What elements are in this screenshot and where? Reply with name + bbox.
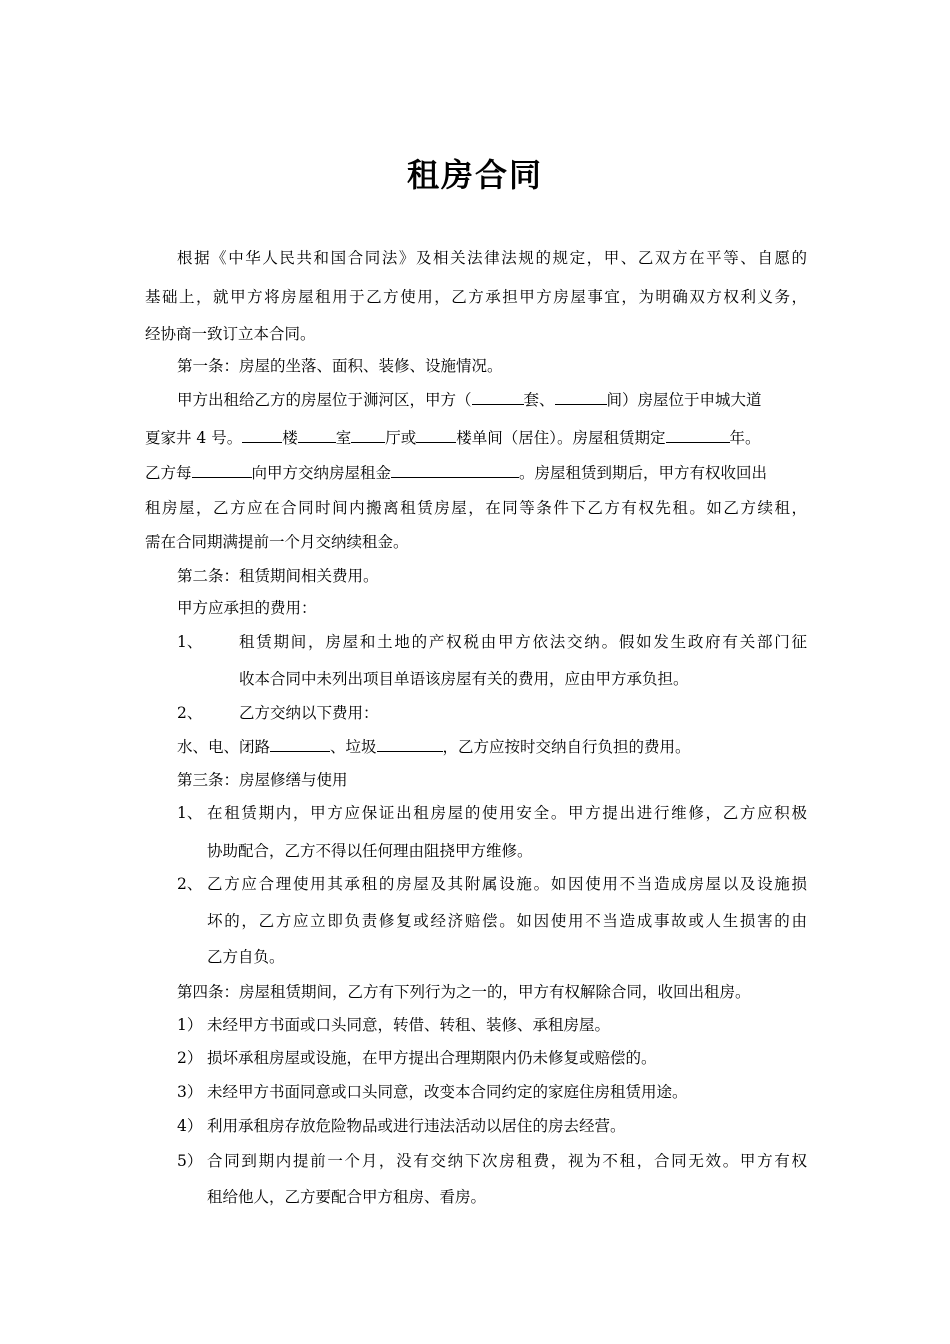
- article-4-item-3-number: 3）: [177, 1083, 203, 1101]
- blank-garbage-fee[interactable]: [377, 736, 443, 752]
- article-4-item-2-text: 损坏承租房屋或设施，在甲方提出合理期限内仍未修复或赔偿的。: [207, 1049, 657, 1067]
- blank-floor[interactable]: [242, 427, 282, 443]
- article-2-fees-line: 水、电、闭路 、垃圾 ，乙方应按时交纳自行负担的费用。: [177, 738, 691, 756]
- blank-lease-years[interactable]: [666, 427, 730, 443]
- article-3-item-2-line-1: 乙方应合理使用其承租的房屋及其附属设施。如因使用不当造成房屋以及设施损: [207, 875, 807, 893]
- article-1-heading: 第一条：房屋的坐落、面积、装修、设施情况。: [177, 357, 503, 375]
- article-2-item-1-number: 1、: [177, 633, 203, 651]
- article-4-item-1-number: 1）: [177, 1016, 203, 1034]
- article-3-item-1-line-1: 在租赁期内，甲方应保证出租房屋的使用安全。甲方提出进行维修，乙方应积极: [207, 804, 807, 822]
- article-4-item-5-line-2: 租给他人，乙方要配合甲方租房、看房。: [207, 1188, 487, 1206]
- article-4-item-4-text: 利用承租房存放危险物品或进行违法活动以居住的房去经营。: [207, 1117, 626, 1135]
- blank-rooms[interactable]: [555, 389, 607, 405]
- blank-room[interactable]: [298, 427, 336, 443]
- document-title: 租房合同: [406, 156, 543, 194]
- article-4-item-4-number: 4）: [177, 1117, 203, 1135]
- blank-rent-amount[interactable]: [391, 462, 519, 478]
- article-3-item-2-line-3: 乙方自负。: [207, 948, 285, 966]
- article-4-item-1-text: 未经甲方书面或口头同意，转借、转租、装修、承租房屋。: [207, 1016, 611, 1034]
- article-3-item-1-number: 1、: [177, 804, 203, 822]
- article-2-item-1-line-2: 收本合同中未列出项目单语该房屋有关的费用，应由甲方承负担。: [239, 670, 689, 688]
- intro-line-1: 根据《中华人民共和国合同法》及相关法律法规的规定，甲、乙双方在平等、自愿的: [177, 249, 807, 267]
- article-3-item-2-number: 2、: [177, 875, 203, 893]
- article-1-line-2: 夏家井 4 号。 楼 室 厅或 楼单间（居住）。房屋租赁期定 年。: [145, 429, 761, 447]
- article-4-item-2-number: 2）: [177, 1049, 203, 1067]
- intro-line-2: 基础上，就甲方将房屋租用于乙方使用，乙方承担甲方房屋事宜，为明确双方权利义务，: [145, 288, 807, 306]
- article-1-line-5: 需在合同期满提前一个月交纳续租金。: [145, 533, 409, 551]
- article-4-heading: 第四条：房屋租赁期间，乙方有下列行为之一的，甲方有权解除合同，收回出租房。: [177, 983, 751, 1001]
- article-1-line-3: 乙方每 向甲方交纳房屋租金 。房屋租赁到期后，甲方有权收回出: [145, 464, 768, 482]
- blank-single-floor[interactable]: [416, 427, 456, 443]
- intro-line-3: 经协商一致订立本合同。: [145, 325, 316, 343]
- article-2-item-2-number: 2、: [177, 704, 203, 722]
- article-2-item-2-line-1: 乙方交纳以下费用：: [239, 704, 379, 722]
- article-2-item-1-line-1: 租赁期间，房屋和土地的产权税由甲方依法交纳。假如发生政府有关部门征: [239, 633, 807, 651]
- article-3-heading: 第三条：房屋修缮与使用: [177, 771, 348, 789]
- article-1-line-4: 租房屋，乙方应在合同时间内搬离租赁房屋，在同等条件下乙方有权先租。如乙方续租，: [145, 499, 807, 517]
- blank-cable-fee[interactable]: [270, 736, 330, 752]
- blank-hall[interactable]: [351, 427, 385, 443]
- article-4-item-5-line-1: 合同到期内提前一个月，没有交纳下次房租费，视为不租，合同无效。甲方有权: [207, 1152, 807, 1170]
- article-3-item-2-line-2: 坏的，乙方应立即负责修复或经济赔偿。如因使用不当造成事故或人生损害的由: [207, 912, 807, 930]
- blank-payment-period[interactable]: [192, 462, 252, 478]
- article-2-heading: 第二条：租赁期间相关费用。: [177, 567, 379, 585]
- article-4-item-3-text: 未经甲方书面同意或口头同意，改变本合同约定的家庭住房租赁用途。: [207, 1083, 688, 1101]
- article-4-item-5-number: 5）: [177, 1152, 203, 1170]
- article-1-line-1: 甲方出租给乙方的房屋位于浉河区，甲方（ 套、 间）房屋位于申城大道: [177, 391, 762, 409]
- article-3-item-1-line-2: 协助配合，乙方不得以任何理由阻挠甲方维修。: [207, 842, 533, 860]
- article-2-subheading: 甲方应承担的费用：: [177, 599, 317, 617]
- blank-suites[interactable]: [472, 389, 524, 405]
